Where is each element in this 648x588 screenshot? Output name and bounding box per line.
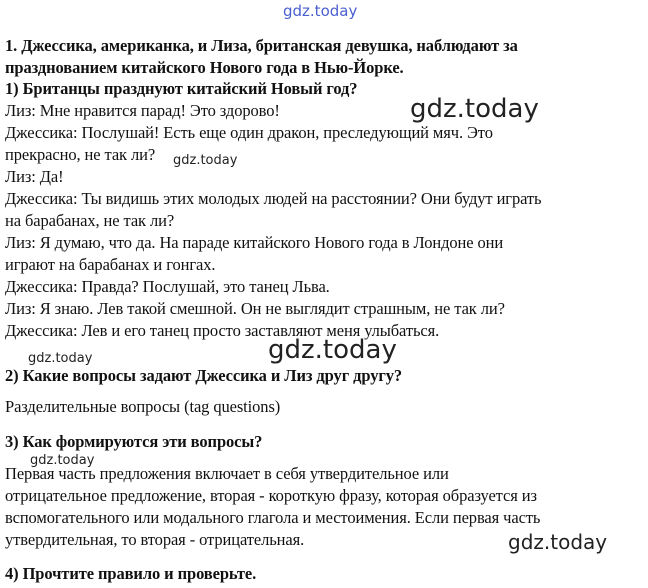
dialogue-line-3: прекрасно, не так ли?	[5, 145, 156, 164]
dialogue-line-4: Лиз: Да!	[5, 167, 64, 186]
question-4: 4) Прочтите правило и проверьте.	[5, 564, 257, 583]
dialogue-line-9: Джессика: Правда? Послушай, это танец Льва.	[5, 277, 330, 296]
answer-2: Разделительные вопросы (tag questions)	[5, 397, 281, 416]
question-3: 3) Как формируются эти вопросы?	[5, 432, 263, 451]
answer-3-line-3: вспомогательного или модального глагола и местоимения. Если первая часть	[5, 508, 541, 527]
task-title-line-2: празднованием китайского Нового года в Нью-Йорке.	[5, 58, 404, 77]
question-1: 1) Британцы празднуют китайский Новый год?	[5, 79, 358, 98]
dialogue-line-1: Лиз: Мне нравится парад! Это здорово!	[5, 101, 280, 120]
answer-3-line-1: Первая часть предложения включает в себя утвердительное или	[5, 464, 449, 483]
question-2: 2) Какие вопросы задают Джессика и Лиз друг другу?	[5, 366, 403, 385]
watermark-big-right: gdz.today	[410, 94, 539, 124]
dialogue-line-5: Джессика: Ты видишь этих молодых людей на расстоянии? Они будут играть	[5, 189, 542, 208]
watermark-small-1: gdz.today	[173, 153, 238, 168]
watermark-small-3: gdz.today	[30, 453, 95, 468]
watermark-bottom-right: gdz.today	[508, 530, 608, 554]
watermark-small-2: gdz.today	[28, 351, 93, 366]
dialogue-line-11: Джессика: Лев и его танец просто заставляют меня улыбаться.	[5, 321, 440, 340]
dialogue-line-2: Джессика: Послушай! Есть еще один дракон, преследующий мяч. Это	[5, 123, 493, 142]
dialogue-line-10: Лиз: Я знаю. Лев такой смешной. Он не выглядит страшным, не так ли?	[5, 299, 505, 318]
answer-3-line-2: отрицательное предложение, вторая - короткую фразу, которая образуется из	[5, 486, 537, 505]
dialogue-line-6: на барабанах, не так ли?	[5, 211, 175, 230]
watermark-big-center: gdz.today	[268, 335, 397, 365]
answer-3-line-4: утвердительная, то вторая - отрицательная.	[5, 530, 305, 549]
watermark-top: gdz.today	[283, 2, 358, 20]
dialogue-line-8: играют на барабанах и гонгах.	[5, 255, 216, 274]
dialogue-line-7: Лиз: Я думаю, что да. На параде китайского Нового года в Лондоне они	[5, 233, 504, 252]
task-title-line-1: 1. Джессика, американка, и Лиза, британская девушка, наблюдают за	[5, 36, 518, 55]
